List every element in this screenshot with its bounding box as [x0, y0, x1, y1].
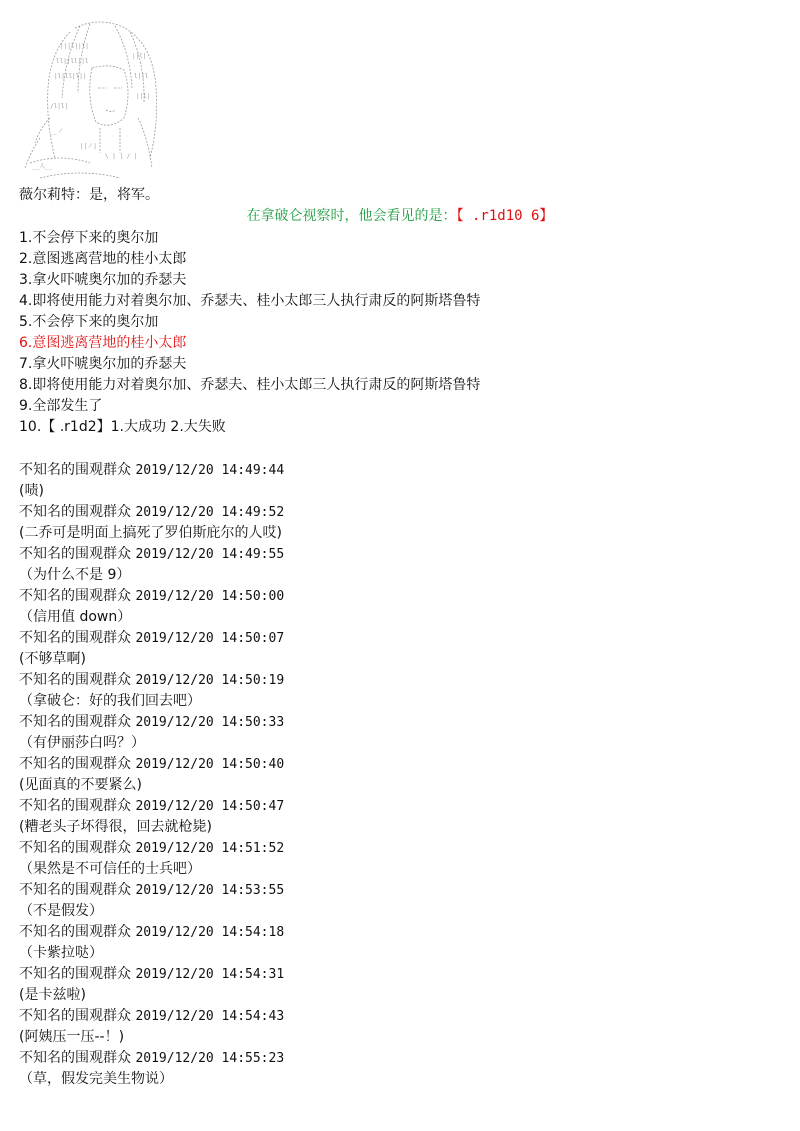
option-item: 4.即将使用能力对着奥尔加、乔瑟夫、桂小太郎三人执行肃反的阿斯塔鲁特 [19, 293, 481, 309]
comment-text: (糟老头子坏得很，回去就枪毙) [19, 819, 212, 835]
roll-prompt-text: 在拿破仑视察时，他会看见的是： [246, 208, 457, 224]
comment-author: 不知名的围观群众 [19, 798, 131, 814]
speech-line: 薇尔莉特：是，将军。 [19, 187, 159, 203]
comment-time: 2019/12/20 14:49:52 [135, 505, 285, 520]
comment-time: 2019/12/20 14:55:23 [135, 1051, 285, 1066]
option-item: 8.即将使用能力对着奥尔加、乔瑟夫、桂小太郎三人执行肃反的阿斯塔鲁特 [19, 377, 481, 393]
svg-text:||l|: ||l| [136, 93, 151, 100]
comment-author: 不知名的围观群众 [19, 588, 131, 604]
option-item: 10.【 .r1d2】1.大成功 2.大失败 [19, 419, 226, 435]
comment-header [19, 1048, 284, 1069]
comment-time: 2019/12/20 14:50:19 [135, 673, 285, 688]
comment-header [19, 796, 284, 817]
comment-header [19, 712, 284, 733]
option-item: 3.拿火吓唬奥尔加的乔瑟夫 [19, 272, 187, 288]
comment-author: 不知名的围观群众 [19, 504, 131, 520]
comment-time: 2019/12/20 14:54:31 [135, 967, 285, 982]
comment-time: 2019/12/20 14:50:00 [135, 589, 285, 604]
comment-time: 2019/12/20 14:54:18 [135, 925, 285, 940]
comment-header [19, 754, 284, 775]
svg-text:||l|: ||l| [132, 53, 147, 60]
comment-text: (是卡兹啦) [19, 987, 86, 1003]
comment-time: 2019/12/20 14:54:43 [135, 1009, 285, 1024]
comment-time: 2019/12/20 14:50:47 [135, 799, 285, 814]
comment-header [19, 628, 284, 649]
comment-time: 2019/12/20 14:49:44 [135, 463, 285, 478]
option-item: 5.不会停下来的奥尔加 [19, 314, 159, 330]
comment-time: 2019/12/20 14:53:55 [135, 883, 285, 898]
svg-text:ll||ll||l: ll||ll||l [56, 58, 89, 65]
comment-time: 2019/12/20 14:49:55 [135, 547, 285, 562]
comment-text: (二乔可是明面上搞死了罗伯斯庇尔的人哎) [19, 525, 282, 541]
comment-author: 不知名的围观群众 [19, 1050, 131, 1066]
svg-text:__人__: __人__ [32, 163, 53, 170]
comment-header [19, 880, 284, 901]
option-item: 9.全部发生了 [19, 398, 103, 414]
comment-time: 2019/12/20 14:50:07 [135, 631, 285, 646]
option-item: 1.不会停下来的奥尔加 [19, 230, 159, 246]
svg-text:||ノ|: ||ノ| [80, 143, 97, 150]
comment-text: （拿破仑：好的我们回去吧） [19, 693, 201, 709]
comment-text: （果然是不可信任的士兵吧） [19, 861, 201, 877]
svg-text:|||l||l|: |||l||l| [60, 43, 89, 50]
comment-time: 2019/12/20 14:50:33 [135, 715, 285, 730]
comment-header [19, 502, 284, 523]
roll-result: 【 .r1d10 6】 [456, 208, 554, 224]
roll-prompt [0, 206, 800, 226]
comment-header [19, 1006, 284, 1027]
comment-author: 不知名的围观群众 [19, 630, 131, 646]
comment-text: (不够草啊) [19, 651, 86, 667]
comment-header [19, 922, 284, 943]
comment-text: （卡紫拉哒） [19, 945, 103, 961]
comment-author: 不知名的围观群众 [19, 882, 131, 898]
comment-author: 不知名的围观群众 [19, 840, 131, 856]
comment-header [19, 544, 284, 565]
comment-header [19, 838, 284, 859]
comment-author: 不知名的围观群众 [19, 1008, 131, 1024]
comment-text: (阿姨压一压--！) [19, 1029, 125, 1045]
comment-text: （草，假发完美生物说） [19, 1071, 173, 1087]
comment-author: 不知名的围观群众 [19, 756, 131, 772]
option-item: 7.拿火吓唬奥尔加的乔瑟夫 [19, 356, 187, 372]
comment-text: （有伊丽莎白吗？） [19, 735, 145, 751]
comment-header [19, 670, 284, 691]
comment-author: 不知名的围观群众 [19, 924, 131, 940]
option-item-selected: 6.意图逃离营地的桂小太郎 [19, 335, 187, 351]
svg-text:/l|l|: /l|l| [50, 103, 69, 110]
svg-text:__ノ: __ノ [50, 128, 64, 135]
comment-header [19, 586, 284, 607]
svg-text:|l|ll|l||: |l|ll|l|| [54, 73, 87, 80]
comment-header [19, 460, 284, 481]
comment-author: 不知名的围观群众 [19, 714, 131, 730]
comment-time: 2019/12/20 14:51:52 [135, 841, 285, 856]
comment-author: 不知名的围观群众 [19, 462, 131, 478]
comment-header [19, 964, 284, 985]
comment-author: 不知名的围观群众 [19, 672, 131, 688]
comment-author: 不知名的围观群众 [19, 966, 131, 982]
comment-text: (见面真的不要紧么) [19, 777, 142, 793]
comment-author: 不知名的围观群众 [19, 546, 131, 562]
ascii-art-character-illustration [20, 18, 170, 183]
svg-text:l||l: l||l [134, 73, 149, 80]
comment-text: （信用值 down） [19, 609, 132, 625]
comment-text: (啧) [19, 483, 44, 499]
option-item: 2.意图逃离营地的桂小太郎 [19, 251, 187, 267]
comment-time: 2019/12/20 14:50:40 [135, 757, 285, 772]
comment-text: （为什么不是 9） [19, 567, 131, 583]
svg-text:\ | | / |: \ | | / | [105, 153, 138, 160]
comment-text: （不是假发） [19, 903, 103, 919]
